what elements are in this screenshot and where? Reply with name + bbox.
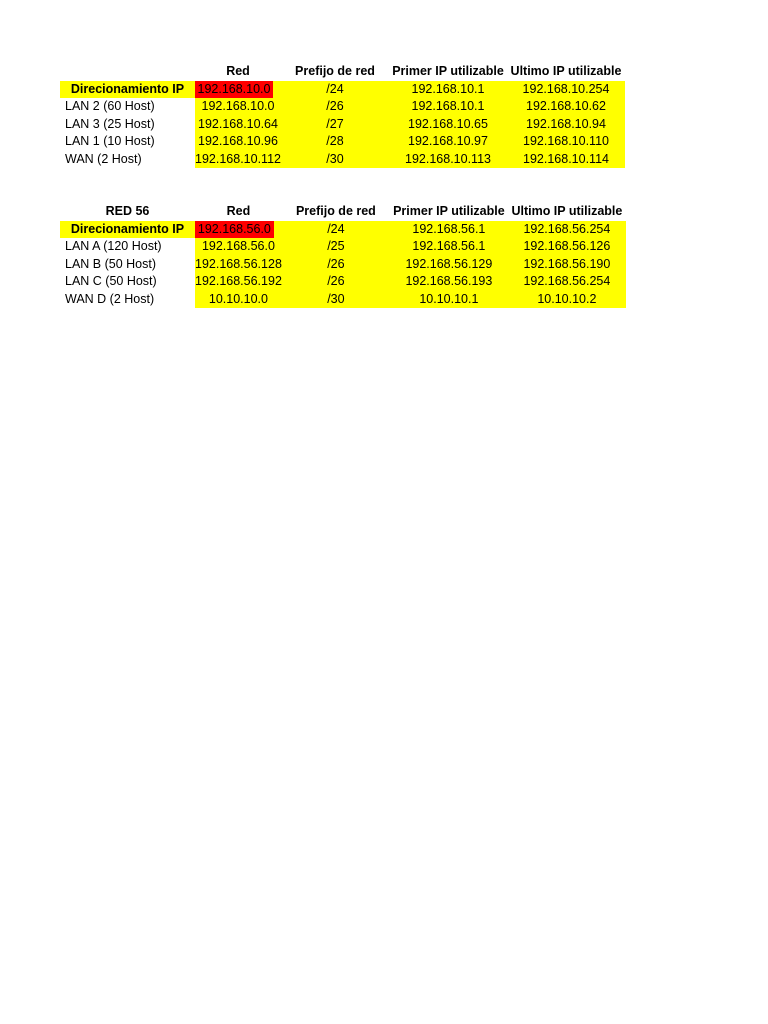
header-prefijo: Prefijo de red [295, 64, 375, 79]
header-red: Red [226, 204, 251, 219]
cell-primer-ip: 192.168.10.65 [389, 116, 507, 134]
cell-red: 10.10.10.0 [195, 291, 282, 309]
table-row [60, 133, 625, 151]
cell-primer-ip: 10.10.10.1 [390, 291, 508, 309]
row-label: Direcionamiento IP [60, 81, 195, 99]
cell-primer-ip: 192.168.10.113 [389, 151, 507, 169]
cell-ultimo-ip: 192.168.10.62 [507, 98, 625, 116]
table-row [60, 273, 626, 291]
cell-prefijo: /25 [282, 238, 390, 256]
row-label: LAN B (50 Host) [65, 256, 157, 271]
addressing-table-2 [60, 203, 626, 308]
row-label: WAN D (2 Host) [65, 291, 155, 306]
table-row [60, 238, 626, 256]
header-row [60, 203, 626, 221]
cell-primer-ip: 192.168.56.129 [390, 256, 508, 274]
cell-red: 192.168.56.192 [195, 273, 282, 291]
header-primer-ip: Primer IP utilizable [393, 204, 505, 219]
cell-red: 192.168.56.0 [195, 238, 282, 256]
cell-red: 192.168.56.0 [195, 221, 274, 239]
row-label: LAN 3 (25 Host) [65, 116, 155, 131]
cell-prefijo: /26 [281, 98, 389, 116]
cell-primer-ip: 192.168.56.1 [390, 221, 508, 239]
addressing-table-1 [60, 63, 625, 168]
cell-prefijo: /28 [281, 133, 389, 151]
cell-primer-ip: 192.168.56.1 [390, 238, 508, 256]
table-row [60, 256, 626, 274]
header-ultimo-ip: Ultimo IP utilizable [510, 64, 622, 79]
table-row [60, 98, 625, 116]
cell-red: 192.168.10.112 [195, 151, 281, 169]
cell-ultimo-ip: 192.168.56.190 [508, 256, 626, 274]
cell-primer-ip: 192.168.56.193 [390, 273, 508, 291]
cell-ultimo-ip: 192.168.56.126 [508, 238, 626, 256]
cell-ultimo-ip: 10.10.10.2 [508, 291, 626, 309]
cell-prefijo: /26 [282, 273, 390, 291]
cell-red: 192.168.10.96 [195, 133, 281, 151]
cell-primer-ip: 192.168.10.1 [389, 98, 507, 116]
row-label: LAN 1 (10 Host) [65, 134, 155, 149]
cell-prefijo: /27 [281, 116, 389, 134]
cell-prefijo: /26 [282, 256, 390, 274]
cell-red: 192.168.10.64 [195, 116, 281, 134]
table-row [60, 81, 625, 99]
table-row [60, 151, 625, 169]
header-row [60, 63, 625, 81]
cell-primer-ip: 192.168.10.97 [389, 133, 507, 151]
cell-prefijo: /24 [281, 81, 389, 99]
cell-red: 192.168.56.128 [195, 256, 282, 274]
header-primer-ip: Primer IP utilizable [392, 64, 504, 79]
table-row [60, 116, 625, 134]
cell-red: 192.168.10.0 [195, 81, 273, 99]
cell-prefijo: /24 [282, 221, 390, 239]
table-corner-title: RED 56 [105, 204, 150, 219]
cell-ultimo-ip: 192.168.10.254 [507, 81, 625, 99]
table-row [60, 221, 626, 239]
header-prefijo: Prefijo de red [295, 204, 376, 219]
table-corner-title [60, 63, 195, 81]
row-label: LAN A (120 Host) [65, 239, 162, 254]
row-label: Direcionamiento IP [60, 221, 195, 239]
header-red: Red [226, 64, 250, 79]
header-ultimo-ip: Ultimo IP utilizable [511, 204, 623, 219]
row-label: LAN 2 (60 Host) [65, 99, 155, 114]
cell-prefijo: /30 [282, 291, 390, 309]
cell-ultimo-ip: 192.168.56.254 [508, 273, 626, 291]
table-row [60, 291, 626, 309]
cell-red: 192.168.10.0 [195, 98, 281, 116]
row-label: LAN C (50 Host) [65, 274, 157, 289]
cell-prefijo: /30 [281, 151, 389, 169]
cell-gap [274, 221, 282, 239]
cell-ultimo-ip: 192.168.10.110 [507, 133, 625, 151]
cell-primer-ip: 192.168.10.1 [389, 81, 507, 99]
cell-gap [273, 81, 281, 99]
cell-ultimo-ip: 192.168.10.94 [507, 116, 625, 134]
cell-ultimo-ip: 192.168.10.114 [507, 151, 625, 169]
row-label: WAN (2 Host) [65, 151, 142, 166]
cell-ultimo-ip: 192.168.56.254 [508, 221, 626, 239]
